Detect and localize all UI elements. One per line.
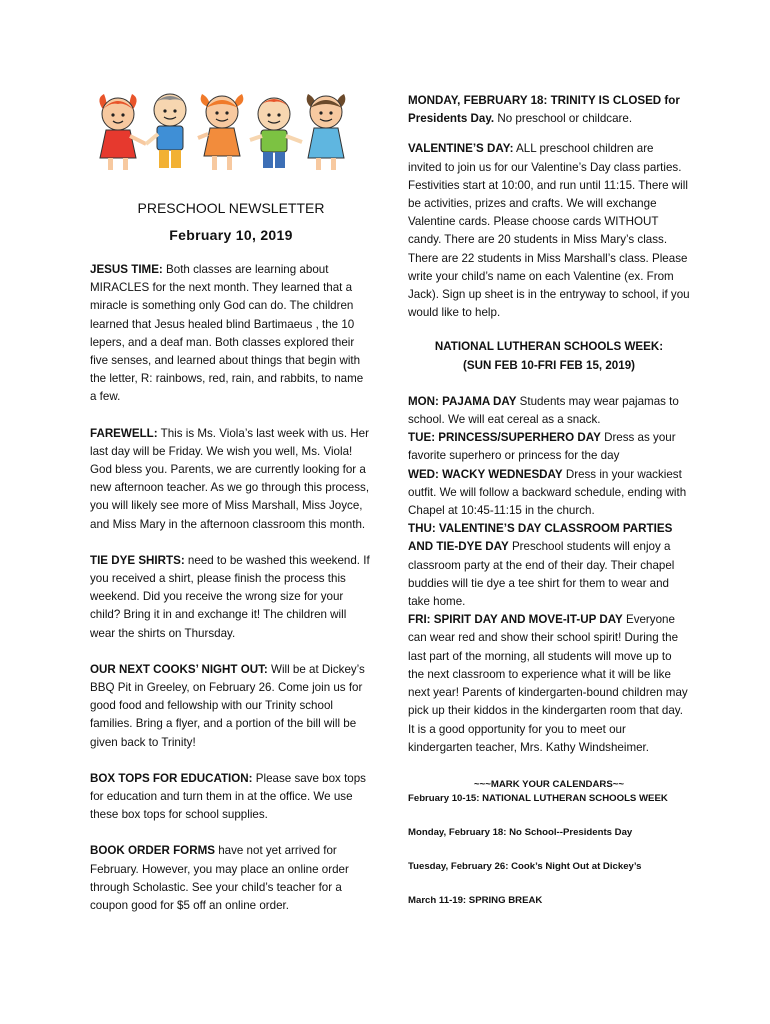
book-order-label: BOOK ORDER FORMS xyxy=(90,844,215,858)
tuesday-item xyxy=(408,429,690,465)
newsletter-date: February 10, 2019 xyxy=(169,227,293,243)
thursday-item xyxy=(408,520,690,611)
tie-dye-label: TIE DYE SHIRTS: xyxy=(90,553,185,567)
children-clipart xyxy=(94,88,356,174)
farewell-label: FAREWELL: xyxy=(90,426,158,440)
cooks-night-label: OUR NEXT COOKS’ NIGHT OUT: xyxy=(90,662,268,676)
friday-label: FRI: SPIRIT DAY AND MOVE-IT-UP DAY xyxy=(408,613,623,627)
box-tops-section xyxy=(90,770,372,825)
monday-closed-text: No preschool or childcare. xyxy=(494,112,633,126)
friday-item xyxy=(408,611,690,757)
monday-text: Students may wear pajamas to school. We will eat cereal as a snack. xyxy=(408,394,679,427)
tie-dye-text: need to be washed this weekend. If you received a shirt, please finish the process this weekend. Did you receive the wrong size for your child? Bring it in and exchange it! The children will wear the shirts on Thursday. xyxy=(90,553,370,640)
nlsw-schedule xyxy=(408,393,690,757)
wednesday-item xyxy=(408,466,690,521)
box-tops-label: BOX TOPS FOR EDUCATION: xyxy=(90,771,253,785)
newsletter-title: PRESCHOOL NEWSLETTER xyxy=(137,200,325,216)
cooks-night-section xyxy=(90,661,372,752)
tuesday-text: Dress as your favorite superhero or princess for the day xyxy=(408,431,676,463)
monday-label: MON: PAJAMA DAY xyxy=(408,394,517,408)
wednesday-text: Dress in your wackiest outfit. We will follow a backward schedule, ending with Chapel at 10:45-11:15 in the church. xyxy=(408,467,687,518)
monday-closed-label: MONDAY, FEBRUARY 18: TRINITY IS CLOSED for Presidents Day. xyxy=(408,94,680,126)
monday-item xyxy=(408,393,690,429)
nlsw-title: NATIONAL LUTHERAN SCHOOLS WEEK: xyxy=(434,340,664,354)
thursday-text: Preschool students will enjoy a classroom party at the end of their day. Their chapel buddies will tie dye a tee shirt for them to wear and take home. xyxy=(408,540,675,609)
calendar-item-cooks-night: Tuesday, February 26: Cook’s Night Out at Dickey’s xyxy=(408,860,642,872)
friday-text: Everyone can wear red and show their school spirit! During the last part of the morning, all students will move up to the next classroom to experience what it will be like next year! Parents of kindergarten-bound children may pick up their kiddos in the kindergarten room that day. It is a good opportunity for you to meet our kindergarten teacher, Mrs. Kathy Windsheimer. xyxy=(408,613,688,754)
valentines-section xyxy=(408,140,690,322)
right-column xyxy=(408,92,690,908)
wednesday-label: WED: WACKY WEDNESDAY xyxy=(408,467,563,481)
monday-closed-section xyxy=(408,92,690,128)
thursday-label: THU: VALENTINE’S DAY CLASSROOM PARTIES AND TIE-DYE DAY xyxy=(408,522,673,554)
farewell-text: This is Ms. Viola’s last week with us. Her last day will be Friday. We wish you well, Ms. Viola! God bless you. Parents, we are currently looking for a new afternoon teacher. As we go through this process, you will likely see more of Miss Marshall, Miss Joyce, and Miss Mary in the afternoon classroom this month. xyxy=(90,426,370,531)
left-column xyxy=(90,88,372,915)
calendar-item-nlsw: February 10-15: NATIONAL LUTHERAN SCHOOLS WEEK xyxy=(408,792,668,804)
nlsw-dates: (SUN FEB 10-FRI FEB 15, 2019) xyxy=(462,358,636,372)
jesus-time-label: JESUS TIME: xyxy=(90,263,163,276)
calendar-item-spring-break: March 11-19: SPRING BREAK xyxy=(408,894,543,906)
valentines-text: ALL preschool children are invited to join us for our Valentine’s Day class parties. Festivities start at 10:00, and run until 11:15. There will be activities, prizes and crafts. We will exchange Valentine cards. Please choose cards WITHOUT candy. There are 20 students in Miss Mary’s class. There are 22 students in Miss Marshall’s class. Please write your child’s name on each Valentine (ex. From Jack). Sign up sheet is in the entryway to school, if you would like to help. xyxy=(408,142,690,320)
box-tops-text: Please save box tops for education and turn them in at the office. We use these box tops for school supplies. xyxy=(90,771,366,822)
jesus-time-text: Both classes are learning about MIRACLES for the next month. They learned that a miracle is something only God can do. The children learned that Jesus healed blind Bartimaeus , the 10 lepers, and a deaf man. Both classes explored their five senses, and learned about things that begin with the letter, R: rainbows, red, rain, and rabbits, to name a few. xyxy=(90,263,364,404)
cooks-night-text: Will be at Dickey’s BBQ Pit in Greeley, on February 26. Come join us for good food and fellowship with our Trinity school families. Bring a flyer, and a portion of the bill will be given back to Trinity! xyxy=(90,662,365,749)
valentines-label: VALENTINE’S DAY: xyxy=(408,142,514,156)
jesus-time-section xyxy=(90,261,372,407)
book-order-section xyxy=(90,842,372,915)
farewell-section xyxy=(90,425,372,534)
calendar-heading: ~~~MARK YOUR CALENDARS~~ xyxy=(474,778,624,790)
calendar-item-presidents-day: Monday, February 18: No School--Presidents Day xyxy=(408,826,633,838)
tuesday-label: TUE: PRINCESS/SUPERHERO DAY xyxy=(408,431,601,445)
tie-dye-section xyxy=(90,552,372,643)
book-order-text: have not yet arrived for February. However, you may place an online order through Scholastic. See your child’s teacher for a coupon good for $5 off an online order. xyxy=(90,844,349,913)
